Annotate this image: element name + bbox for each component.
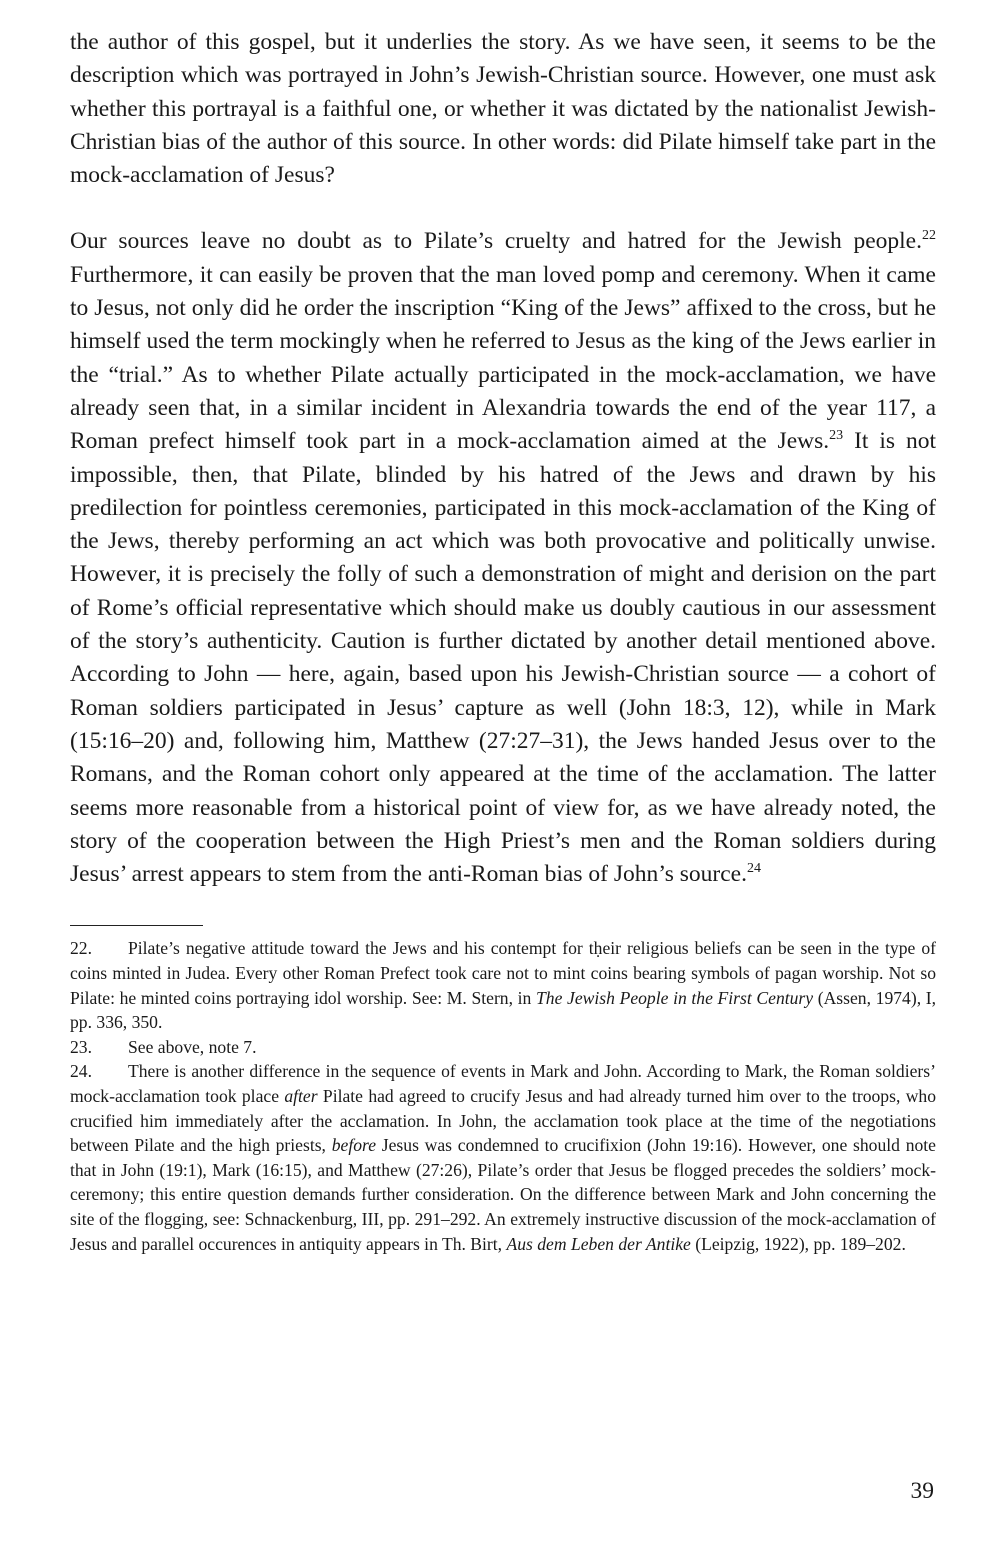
footnote-ref: 24	[746, 861, 761, 877]
footnote-italic-text: before	[331, 1135, 377, 1156]
footnote-number: 24.	[70, 1061, 92, 1082]
footnote-italic-text: The Jewish People in the First Century	[536, 987, 814, 1008]
footnote	[70, 1035, 936, 1060]
footnote-text: Pilate’s negative attitude toward the Jews and his contempt for tḥeir religious beliefs can be seen in the type of coins minted in Judea. Every other Roman Prefect took care not to mint coins bearing symbols of pagan worship. Not so Pilate: he minted coins portraying idol worship. See: M. Stern, in	[70, 938, 936, 1008]
footnote-number: 23.	[70, 1036, 92, 1057]
main-text	[70, 26, 936, 891]
page-number: 39	[910, 1478, 934, 1504]
footnote-text: There is another difference in the sequence of events in Mark and John. According to Mark, the Roman soldiers’ mock-acclamation took place	[70, 1061, 936, 1106]
footnote-text: See above, note 7.	[128, 1036, 257, 1057]
paragraph-text: It is not impossible, then, that Pilate, blinded by his hatred of the Jews and drawn by his predilection for pointless ceremonies, participated in this mock-acclamation of the King of the Jews, thereby performing an act which was both provocative and politically unwise. However, it is precisely the folly of such a demonstration of might and derision on the part of Rome’s official representative which should make us doubly cautious in our assessment of the story’s authenticity. Caution is further dictated by another detail mentioned above. According to John — here, again, based upon his Jewish-Christian source — a cohort of Roman soldiers participated in Jesus’ capture as well (John 18:3, 12), while in Mark (15:16–20) and, following him, Matthew (27:27–31), the Jews handed Jesus over to the Romans, and the Roman cohort only appeared at the time of the acclamation. The latter seems more reasonable from a historical point of view for, as we have already noted, the story of the cooperation between the High Priest’s men and the Roman soldiers during Jesus’ arrest appears to stem from the anti-Roman bias of John’s source.	[70, 428, 937, 888]
footnote-text: Pilate had agreed to crucify Jesus and had already turned him over to the troops, who crucified him immediately after the acclamation. In John, the acclamation took place at the time of the negotiations between Pilate and the high priests,	[70, 1085, 936, 1156]
footnote-text: (Assen, 1974), I, pp. 336, 350.	[70, 987, 937, 1033]
footnote-text: (Leipzig, 1922), pp. 189–202.	[690, 1233, 906, 1254]
footnote-text: Jesus was condemned to crucifixion (John 19:16). However, one should note that in John (19:1), Mark (16:15), and Matthew (27:26), Pilate’s order that Jesus be flogged precedes the soldiers’ mock-ceremony; this entire question demands further consideration. On the difference between Mark and John concerning the site of the flogging, see: Schnackenburg, III, pp. 291–292. An extremely instructive discussion of the mock-acclamation of Jesus and parallel occurences in antiquity appears in Th. Birt,	[70, 1135, 936, 1254]
paragraph-text: Our sources leave no doubt as to Pilate’s cruelty and hatred for the Jewish people.	[70, 228, 922, 255]
footnote-number: 22.	[70, 938, 92, 959]
footnote	[70, 936, 936, 1034]
footnote-italic-text: after	[284, 1085, 318, 1106]
paragraph-text: Furthermore, it can easily be proven that the man loved pomp and ceremony. When it came to Jesus, not only did he order the inscription “King of the Jews” affixed to the cross, but he himself used the term mockingly when he referred to Jesus as the king of the Jews earlier in the “trial.” As to whether Pilate actually participated in the mock-acclamation, we have already seen that, in a similar incident in Alexandria towards the end of the year 117, a Roman prefect himself took part in a mock-acclamation aimed at the Jews.	[70, 261, 936, 455]
page-body	[70, 26, 936, 1256]
paragraph	[70, 26, 936, 192]
footnote-ref: 22	[922, 228, 936, 244]
footnotes	[70, 936, 936, 1256]
footnote-ref: 23	[829, 428, 844, 444]
paragraph-text: the author of this gospel, but it underlies the story. As we have seen, it seems to be the description which was portrayed in John’s Jewish-Christian source. However, one must ask whether this portrayal is a faithful one, or whether it was dictated by the nationalist Jewish-Christian bias of the author of this source. In other words: did Pilate himself take part in the mock-acclamation of Jesus?	[70, 29, 936, 189]
footnote-separator	[70, 925, 203, 926]
footnote	[70, 1059, 936, 1256]
footnote-italic-text: Aus dem Leben der Antike	[506, 1233, 691, 1254]
paragraph	[70, 225, 936, 891]
